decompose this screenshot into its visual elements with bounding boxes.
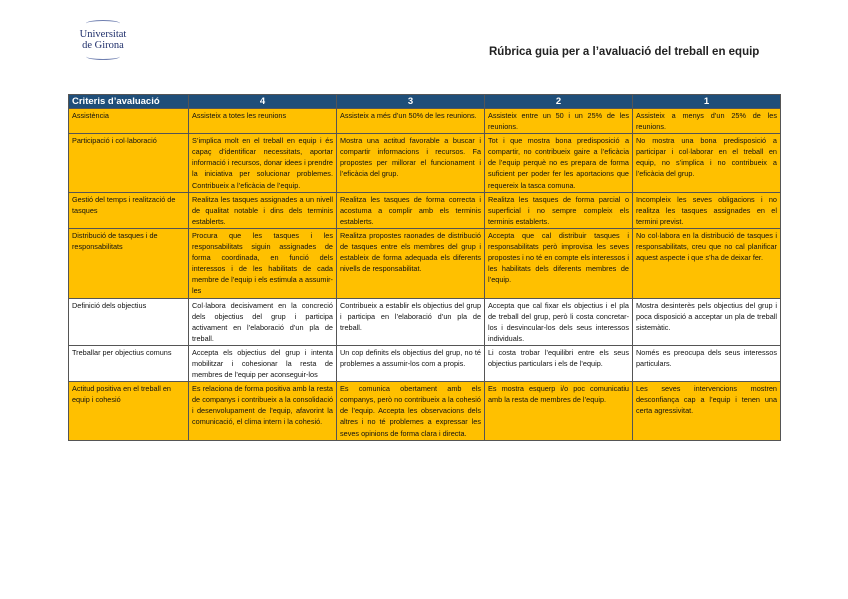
score-3-cell: Mostra una actitud favorable a buscar i compartir informacions i recursos. Fa propostes per millorar el funcionament i l’eficàcia del grup. — [337, 134, 485, 192]
score-2-cell: Accepta que cal fixar els objectius i el pla de treball del grup, però li costa concretar-los i desvincular-los dels seus interessos individuals. — [485, 298, 633, 345]
university-logo — [72, 20, 134, 60]
criterion-cell: Participació i col·laboració — [69, 134, 189, 192]
table-row — [69, 134, 781, 192]
score-2-cell: Es mostra esquerp i/o poc comunicatiu amb la resta de membres de l’equip. — [485, 382, 633, 440]
score-3-cell: Es comunica obertament amb els companys, però no contribueix a la cohesió de l’equip. Accepta les observacions dels altres i no té problemes a expressar les seves opinions de forma clara i directa. — [337, 382, 485, 440]
score-4-cell: Col·labora decisivament en la concreció dels objectius del grup i participa activament en l’elaboració d’un pla de treball. — [189, 298, 337, 345]
score-4-cell: Es relaciona de forma positiva amb la resta de companys i contribueix a la consolidació i desenvolupament de l’equip, afavorint la comunicació, el clima intern i la cohesió. — [189, 382, 337, 440]
logo-underline-icon — [86, 53, 120, 60]
score-1-cell: Incompleix les seves obligacions i no realitza les tasques assignades en el termini previst. — [633, 192, 781, 228]
score-1-cell: Les seves intervencions mostren desconfiança cap a l’equip i tenen una certa agressivitat. — [633, 382, 781, 440]
score-3-cell: Contribueix a establir els objectius del grup i participa en l’elaboració d’un pla de treball. — [337, 298, 485, 345]
header-criteria: Criteris d’avaluació — [69, 95, 189, 109]
criterion-cell: Assistència — [69, 109, 189, 134]
score-3-cell: Assisteix a més d’un 50% de les reunions. — [337, 109, 485, 134]
score-3-cell: Realitza propostes raonades de distribució de tasques entre els membres del grup i estableix de forma adequada els diferents nivells de responsabilitat. — [337, 228, 485, 298]
table-row — [69, 228, 781, 298]
score-2-cell: Tot i que mostra bona predisposició a compartir, no contribueix gaire a l’eficàcia de l’equip perquè no es prepara de forma suficient per poder fer les aportacions que requereix la tasca comuna. — [485, 134, 633, 192]
score-1-cell: No mostra una bona predisposició a participar i col·laborar en el treball en equip, no s’implica i no contribueix a l’eficàcia del grup. — [633, 134, 781, 192]
table-row — [69, 298, 781, 345]
score-1-cell: No col·labora en la distribució de tasques i responsabilitats, creu que no cal planificar aquest aspecte i que s’ha de deixar fer. — [633, 228, 781, 298]
table-row — [69, 382, 781, 440]
score-1-cell: Mostra desinterès pels objectius del grup i poca disposició a acceptar un pla de treball sistemàtic. — [633, 298, 781, 345]
score-2-cell: Realitza les tasques de forma parcial o superficial i no sempre compleix els terminis establerts. — [485, 192, 633, 228]
score-2-cell: Accepta que cal distribuir tasques i responsabilitats però improvisa les seves propostes i no té en compte els interessos i les habilitats dels diferents membres de l’equip. — [485, 228, 633, 298]
criterion-cell: Treballar per objectius comuns — [69, 345, 189, 381]
score-4-cell: Assisteix a totes les reunions — [189, 109, 337, 134]
score-1-cell: Només es preocupa dels seus interessos particulars. — [633, 345, 781, 381]
criterion-cell: Gestió del temps i realització de tasques — [69, 192, 189, 228]
header-score-1: 1 — [633, 95, 781, 109]
logo-line-2: de Girona — [82, 40, 124, 51]
table-row — [69, 345, 781, 381]
header-score-3: 3 — [337, 95, 485, 109]
criterion-cell: Definició dels objectius — [69, 298, 189, 345]
header-score-2: 2 — [485, 95, 633, 109]
score-2-cell: Assisteix entre un 50 i un 25% de les reunions. — [485, 109, 633, 134]
table-row — [69, 192, 781, 228]
criterion-cell: Distribució de tasques i de responsabilitats — [69, 228, 189, 298]
logo-line-1: Universitat — [79, 29, 127, 40]
score-4-cell: Procura que les tasques i les responsabilitats siguin assignades de forma coordinada, en funció dels interessos i de les habilitats de cada membre de l’equip i els estimula a assumir-les — [189, 228, 337, 298]
document-title: Rúbrica guia per a l’avaluació del treball en equip — [489, 46, 760, 58]
header-score-4: 4 — [189, 95, 337, 109]
logo-arc-icon — [86, 20, 120, 27]
score-4-cell: Accepta els objectius del grup i intenta mobilitzar i cohesionar la resta de membres de l’equip per aconseguir-los — [189, 345, 337, 381]
score-1-cell: Assisteix a menys d’un 25% de les reunions. — [633, 109, 781, 134]
score-2-cell: Li costa trobar l’equilibri entre els seus objectius particulars i els de l’equip. — [485, 345, 633, 381]
table-header-row — [69, 95, 781, 109]
score-4-cell: S’implica molt en el treball en equip i és capaç d’identificar necessitats, aportar informació i recursos, donar idees i prendre la iniciativa per solucionar problemes. Contribueix a l’eficàcia de l’equip. — [189, 134, 337, 192]
score-4-cell: Realitza les tasques assignades a un nivell de qualitat notable i dins dels terminis establerts. — [189, 192, 337, 228]
score-3-cell: Un cop definits els objectius del grup, no té problemes a assumir-los com a propis. — [337, 345, 485, 381]
criterion-cell: Actitud positiva en el treball en equip i cohesió — [69, 382, 189, 440]
table-row — [69, 109, 781, 134]
score-3-cell: Realitza les tasques de forma correcta i acostuma a complir amb els terminis establerts. — [337, 192, 485, 228]
rubric-table — [68, 94, 781, 441]
